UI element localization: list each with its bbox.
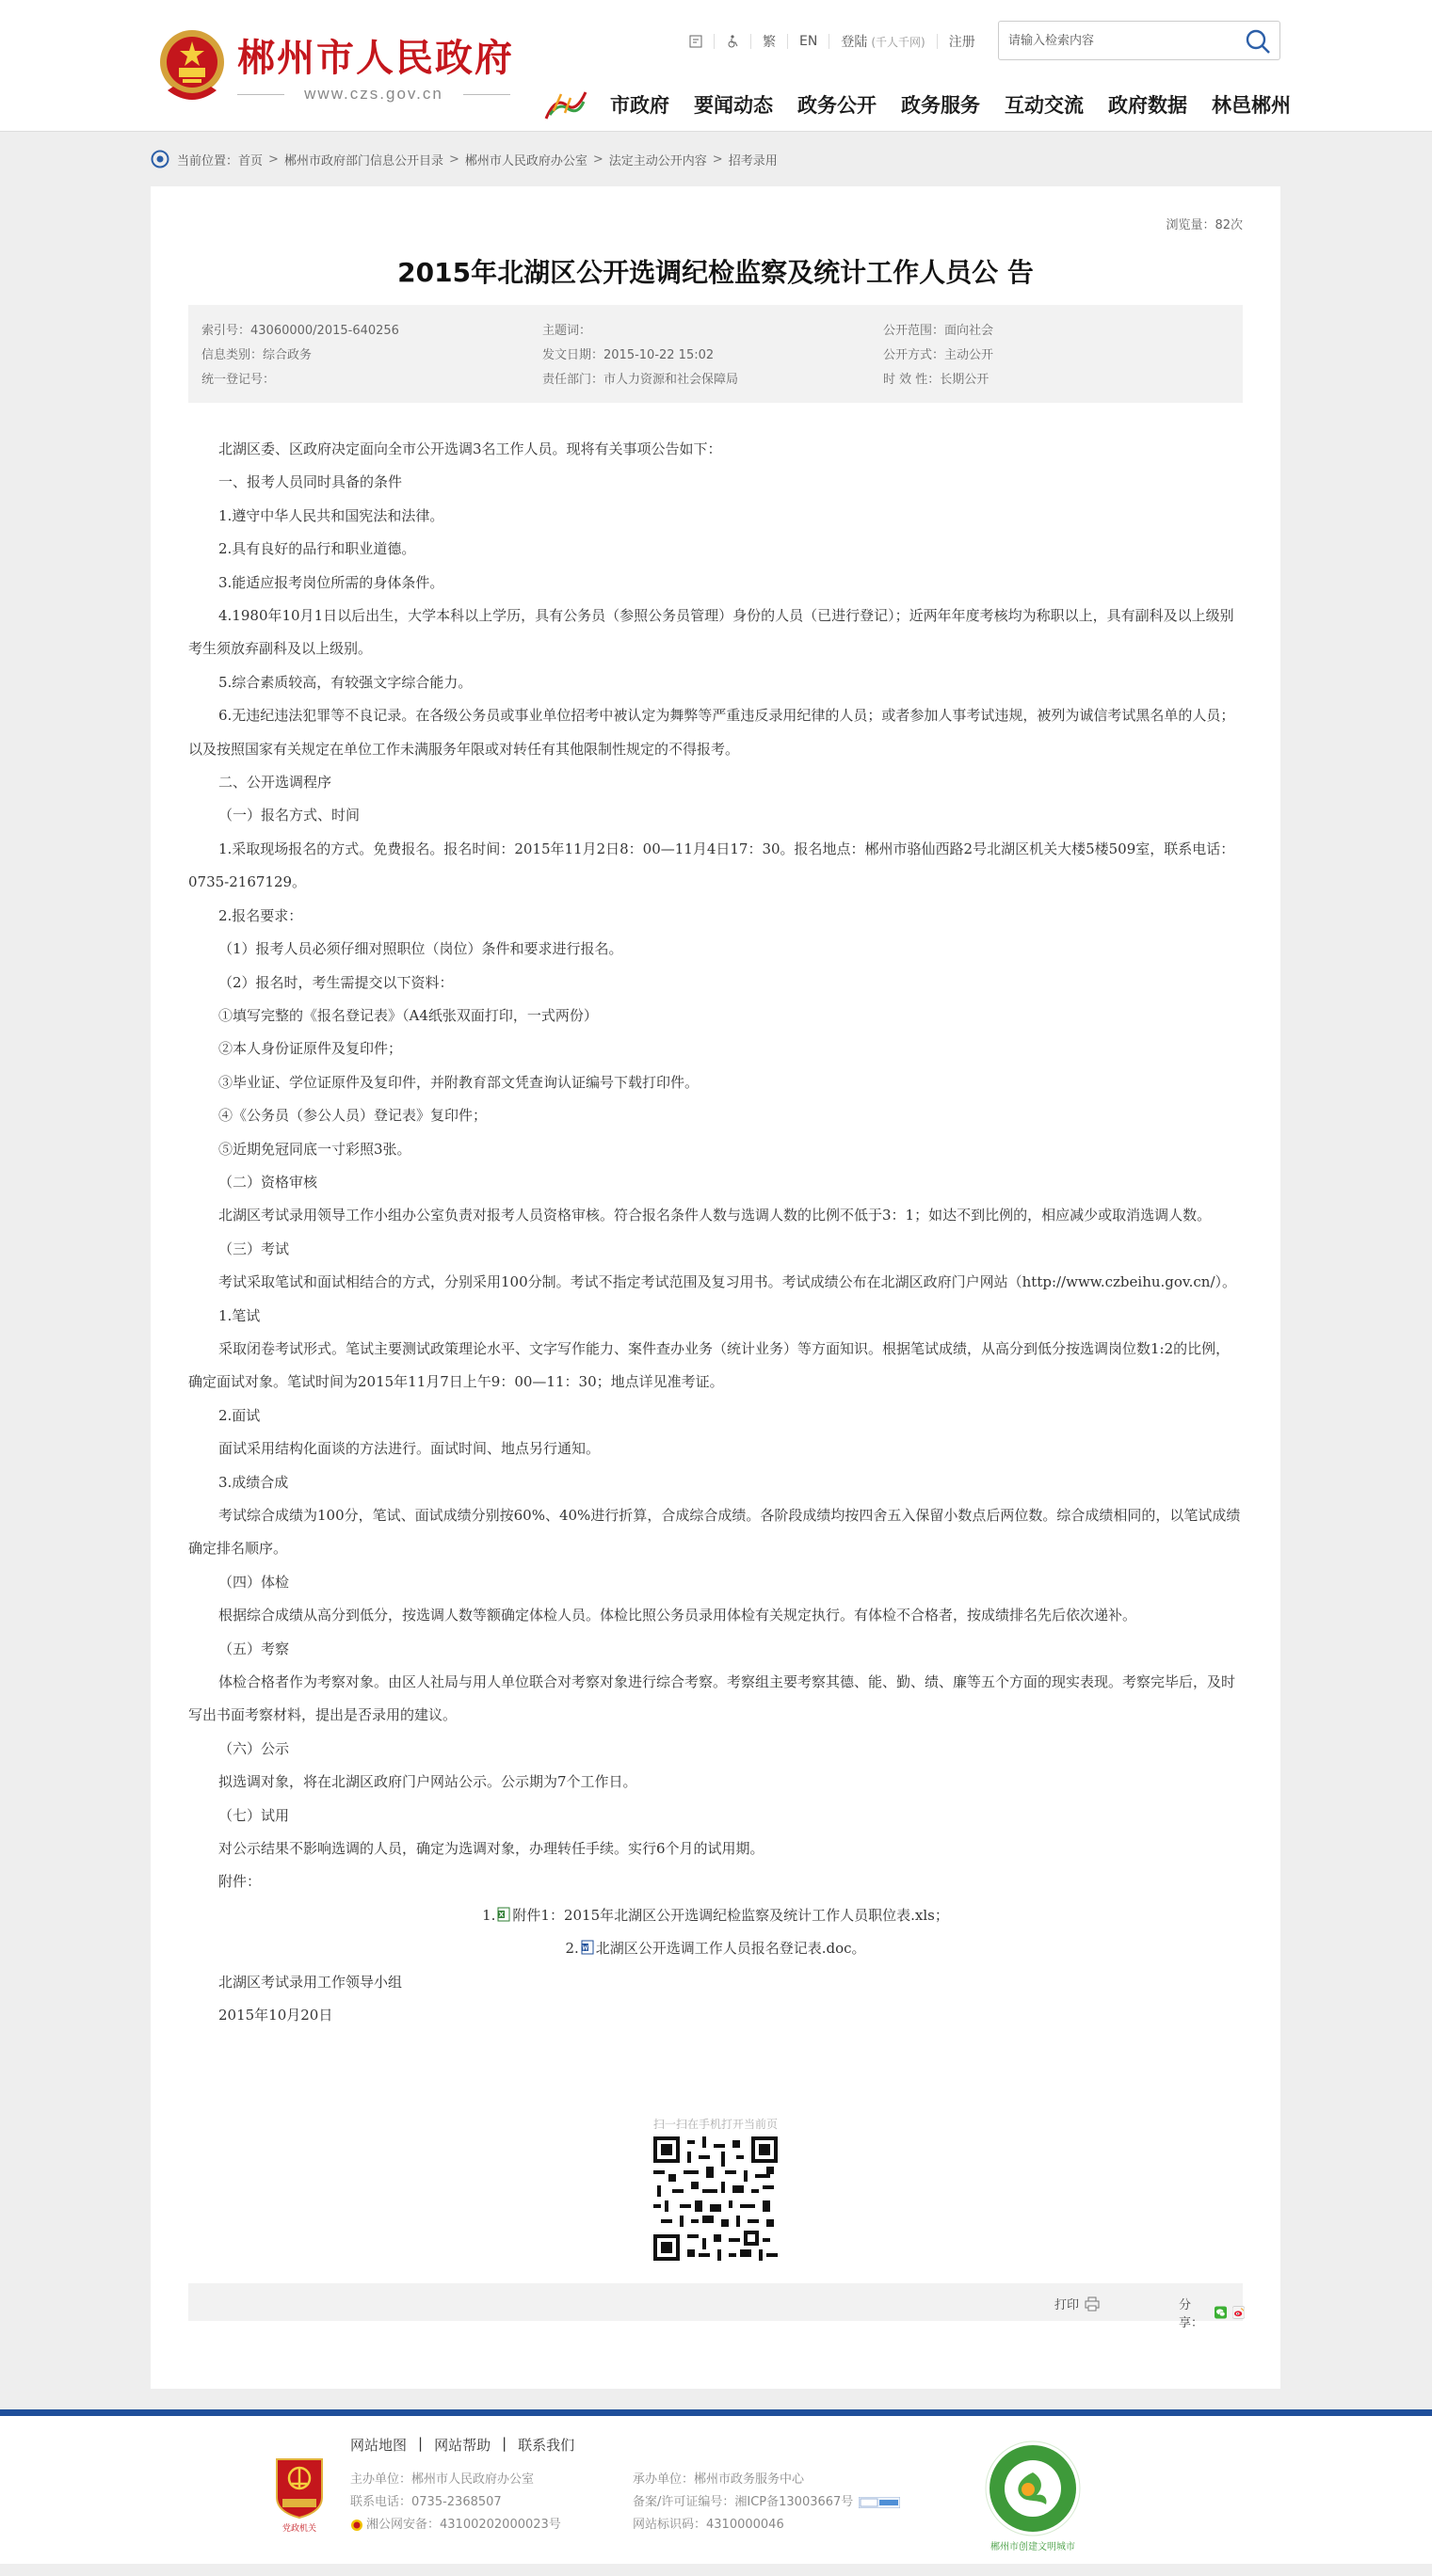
- cnzz-badge-icon[interactable]: [859, 2497, 900, 2508]
- footer-link-separator: |: [418, 2435, 424, 2452]
- footer-site-code: 网站标识码：4310000046: [633, 2518, 784, 2532]
- article-meta: [188, 305, 1243, 403]
- national-emblem-icon[interactable]: [154, 24, 230, 105]
- paragraph: （二）资格审核: [218, 1173, 318, 1191]
- civilized-city-seal-label: 郴州市创建文明城市: [990, 2542, 1075, 2552]
- paragraph: 对公示结果不影响选调的人员，确定为选调对象，办理转任手续。实行6个月的试用期。: [218, 1840, 764, 1858]
- breadcrumb-office[interactable]: 郴州市人民政府办公室: [464, 153, 587, 168]
- footer-icp-group: [633, 2491, 915, 2514]
- login-note: (千人千网): [871, 35, 925, 49]
- wechat-icon[interactable]: [1215, 2305, 1227, 2320]
- accessibility-tool[interactable]: [678, 34, 715, 49]
- nav-item-gov-open[interactable]: 政务公开: [797, 94, 877, 117]
- attachment-number: 2.: [565, 1940, 579, 1958]
- share-label: 分享：: [1179, 2298, 1204, 2330]
- excel-file-icon: [497, 1907, 510, 1922]
- attachment-link[interactable]: 附件1：2015年北湖区公开选调纪检监察及统计工作人员职位表.xls；: [512, 1906, 949, 1924]
- meta-unified-no: 统一登记号：: [201, 373, 276, 387]
- footer-link-contact[interactable]: 联系我们: [518, 2437, 575, 2454]
- breadcrumb-recruitment[interactable]: 招考录用: [728, 153, 778, 168]
- breadcrumb-label: 当前位置：: [177, 153, 239, 168]
- paragraph: （五）考察: [218, 1640, 290, 1657]
- qr-code-icon: [653, 2136, 778, 2261]
- printer-icon: [1085, 2296, 1100, 2312]
- search-icon[interactable]: [1244, 27, 1272, 56]
- paragraph: ④《公务员（参公人员）登记表》复印件；: [218, 1107, 488, 1125]
- paragraph: （2）报名时，考生需提交以下资料：: [218, 973, 454, 991]
- paragraph: 1.笔试: [218, 1306, 261, 1324]
- nav-item-interaction[interactable]: 互动交流: [1005, 94, 1084, 117]
- breadcrumb-catalog[interactable]: 郴州市政府部门信息公开目录: [283, 153, 443, 168]
- paragraph: （三）考试: [218, 1240, 290, 1257]
- meta-keywords: 主题词：: [542, 324, 592, 338]
- breadcrumb-home[interactable]: 首页: [238, 153, 264, 168]
- paragraph: 北湖区委、区政府决定面向全市公开选调3名工作人员。现将有关事项公告如下：: [218, 440, 722, 457]
- attachment-2[interactable]: [188, 1932, 1243, 1965]
- footer-phone: 联系电话：0735-2368507: [350, 2495, 502, 2509]
- paragraph: ②本人身份证原件及复印件；: [218, 1040, 403, 1058]
- police-badge-icon: [350, 2519, 363, 2532]
- paragraph: （六）公示: [218, 1739, 290, 1757]
- print-button[interactable]: [1054, 2295, 1100, 2312]
- publish-date: 2015年10月20日: [218, 2007, 333, 2024]
- weibo-icon[interactable]: [1232, 2305, 1245, 2320]
- site-footer: [0, 2409, 1432, 2576]
- breadcrumb: [151, 150, 778, 168]
- paragraph: 二、公开选调程序: [218, 774, 332, 792]
- paragraph: 5.综合素质较高，有较强文字综合能力。: [218, 673, 473, 691]
- party-gov-badge-label: 党政机关: [282, 2524, 316, 2534]
- reading-mode-icon: [689, 35, 702, 48]
- footer-links: [350, 2435, 574, 2455]
- paragraph: 4.1980年10月1日以后出生，大学本科以上学历，具有公务员（参照公务员管理）身份的人员（已进行登记）；近两年年度考核均为称职以上，具有副科及以上级别考生须放弃副科及以上级别。: [188, 607, 1234, 658]
- footer-link-sitemap[interactable]: 网站地图: [350, 2437, 408, 2454]
- site-header: [0, 0, 1432, 132]
- paragraph: ③毕业证、学位证原件及复印件，并附教育部文凭查询认证编号下载打印件。: [218, 1073, 700, 1091]
- paragraph: 1.遵守中华人民共和国宪法和法律。: [218, 506, 444, 524]
- attachment-number: 1.: [482, 1906, 496, 1924]
- share-bar: [188, 2283, 1243, 2330]
- footer-bottom-strip: [0, 2564, 1432, 2576]
- footer-police-group: [350, 2514, 633, 2536]
- paragraph: （1）报考人员必须仔细对照职位（岗位）条件和要求进行报名。: [218, 940, 623, 958]
- footer-organizer: 承办单位：郴州市政务服务中心: [633, 2472, 805, 2487]
- breadcrumb-separator: >: [448, 152, 459, 167]
- party-gov-badge-icon[interactable]: [273, 2456, 326, 2520]
- location-icon: [151, 150, 169, 168]
- paragraph: 北湖区考试录用领导工作小组办公室负责对报考人员资格审核。符合报名条件人数与选调人数的比例不低于3：1；如达不到比例的，相应减少或取消选调人数。: [218, 1207, 1212, 1224]
- english-link[interactable]: EN: [788, 34, 829, 49]
- nav-item-city-gov[interactable]: 市政府: [610, 94, 669, 117]
- breadcrumb-separator: >: [712, 152, 723, 167]
- main-nav: [610, 90, 1291, 119]
- article-title: 2015年北湖区公开选调纪检监察及统计工作人员公 告: [397, 257, 1034, 288]
- search-box: [998, 21, 1280, 60]
- nav-item-gov-service[interactable]: 政务服务: [901, 94, 980, 117]
- header-toolbar: [678, 30, 987, 53]
- attachment-1[interactable]: [188, 1899, 1243, 1932]
- wheelchair-icon: [726, 35, 739, 48]
- print-label: 打印: [1054, 2298, 1080, 2312]
- footer-info: [350, 2469, 953, 2536]
- breadcrumb-separator: >: [268, 152, 279, 167]
- attachment-link[interactable]: 北湖区公开选调工作人员报名登记表.doc。: [595, 1940, 866, 1958]
- meta-department: 责任部门：市人力资源和社会保障局: [542, 373, 739, 387]
- paragraph: （七）试用: [218, 1806, 290, 1824]
- nav-logo-icon: [542, 87, 589, 122]
- paragraph: 考试采取笔试和面试相结合的方式，分别采用100分制。考试不指定考试范围及复习用书。考试成绩公布在北湖区政府门户网站（http://www.czbeihu.gov.cn/）。: [218, 1273, 1237, 1291]
- footer-sponsor: 主办单位：郴州市人民政府办公室: [350, 2472, 535, 2487]
- meta-category: 信息类别：综合政务: [201, 348, 313, 362]
- article-body: [188, 433, 1243, 2033]
- qr-caption: 扫一扫在手机打开当前页: [652, 2118, 778, 2131]
- elder-mode-tool[interactable]: [715, 34, 751, 49]
- meta-method: 公开方式：主动公开: [883, 348, 994, 362]
- paragraph: 3.成绩合成: [218, 1473, 289, 1491]
- nav-item-news[interactable]: 要闻动态: [694, 94, 773, 117]
- site-title[interactable]: 郴州市人民政府: [237, 37, 514, 80]
- nav-item-linyi-chenzhou[interactable]: 林邑郴州: [1212, 94, 1291, 117]
- meta-scope: 公开范围：面向社会: [883, 324, 994, 338]
- signature: 北湖区考试录用工作领导小组: [218, 1973, 403, 1991]
- footer-police[interactable]: 湘公网安备：43100202000023号: [366, 2518, 561, 2532]
- paragraph: 考试综合成绩为100分，笔试、面试成绩分别按60%、40%进行折算，合成综合成绩。各阶段成绩均按四舍五入保留小数点后两位数。综合成绩相同的，以笔试成绩确定排名顺序。: [188, 1507, 1241, 1558]
- paragraph: 采取闭卷考试形式。笔试主要测试政策理论水平、文字写作能力、案件查办业务（统计业务）等方面知识。根据笔试成绩，从高分到低分按选调岗位数1:2的比例，确定面试对象。笔试时间为2015年11月7日上午9：00—11：30；地点详见准考证。: [188, 1339, 1231, 1391]
- paragraph: 6.无违纪违法犯罪等不良记录。在各级公务员或事业单位招考中被认定为舞弊等严重违反录用纪律的人员；或者参加人事考试违规，被列为诚信考试黑名单的人员；以及按照国家有关规定在单位工作未满服务年限或对转任有其他限制性规定的不得报考。: [188, 707, 1235, 758]
- view-count: 浏览量：82次: [1166, 218, 1243, 232]
- nav-item-gov-data[interactable]: 政府数据: [1108, 94, 1187, 117]
- paragraph: 2.面试: [218, 1406, 261, 1424]
- register-link[interactable]: 注册: [948, 35, 975, 50]
- article-panel: [151, 186, 1280, 2389]
- paragraph: ①填写完整的《报名登记表》（A4纸张双面打印，一式两份）: [218, 1006, 598, 1024]
- search-input[interactable]: [1008, 29, 1225, 52]
- login-label: 登陆: [841, 35, 868, 50]
- paragraph: 附件：: [218, 1873, 262, 1891]
- paragraph: 一、报考人员同时具备的条件: [218, 473, 403, 491]
- meta-index-no: 索引号：43060000/2015-640256: [201, 324, 399, 338]
- paragraph: （四）体检: [218, 1573, 290, 1591]
- footer-icp[interactable]: 备案/许可证编号：湘ICP备13003667号: [633, 2495, 854, 2509]
- paragraph: 拟选调对象，将在北湖区政府门户网站公示。公示期为7个工作日。: [218, 1773, 637, 1791]
- footer-link-separator: |: [502, 2435, 507, 2452]
- paragraph: 体检合格者作为考察对象。由区人社局与用人单位联合对考察对象进行综合考察。考察组主要考察其德、能、勤、绩、廉等五个方面的现实表现。考察完毕后，及时写出书面考察材料，提出是否录用的建议。: [188, 1673, 1236, 1724]
- paragraph: 2.具有良好的品行和职业道德。: [218, 540, 416, 558]
- meta-publish-date: 发文日期：2015-10-22 15:02: [542, 348, 715, 362]
- breadcrumb-separator: >: [592, 152, 603, 167]
- footer-link-help[interactable]: 网站帮助: [434, 2437, 491, 2454]
- share-group: [1179, 2295, 1245, 2330]
- paragraph: ⑤近期免冠同底一寸彩照3张。: [218, 1140, 411, 1158]
- meta-validity: 时 效 性：长期公开: [883, 373, 990, 387]
- civilized-city-seal-icon[interactable]: [985, 2440, 1081, 2536]
- paragraph: 3.能适应报考岗位所需的身体条件。: [218, 573, 444, 591]
- login-link[interactable]: [829, 34, 937, 49]
- breadcrumb-statutory[interactable]: 法定主动公开内容: [608, 153, 707, 168]
- paragraph: 1.采取现场报名的方式。免费报名。报名时间：2015年11月2日8：00—11月4日17：30。报名地点：郴州市骆仙西路2号北湖区机关大楼5楼509室，联系电话：0735-2167129。: [188, 840, 1235, 891]
- paragraph: 面试采用结构化面谈的方法进行。面试时间、地点另行通知。: [218, 1440, 601, 1458]
- paragraph: 根据综合成绩从高分到低分，按选调人数等额确定体检人员。体检比照公务员录用体检有关规定执行。有体检不合格者，按成绩排名先后依次递补。: [218, 1607, 1137, 1624]
- paragraph: 2.报名要求：: [218, 906, 303, 924]
- traditional-chinese-link[interactable]: 繁: [751, 34, 788, 49]
- word-file-icon: [581, 1940, 594, 1955]
- site-url: www.czs.gov.cn: [237, 85, 510, 104]
- paragraph: （一）报名方式、时间: [218, 807, 361, 824]
